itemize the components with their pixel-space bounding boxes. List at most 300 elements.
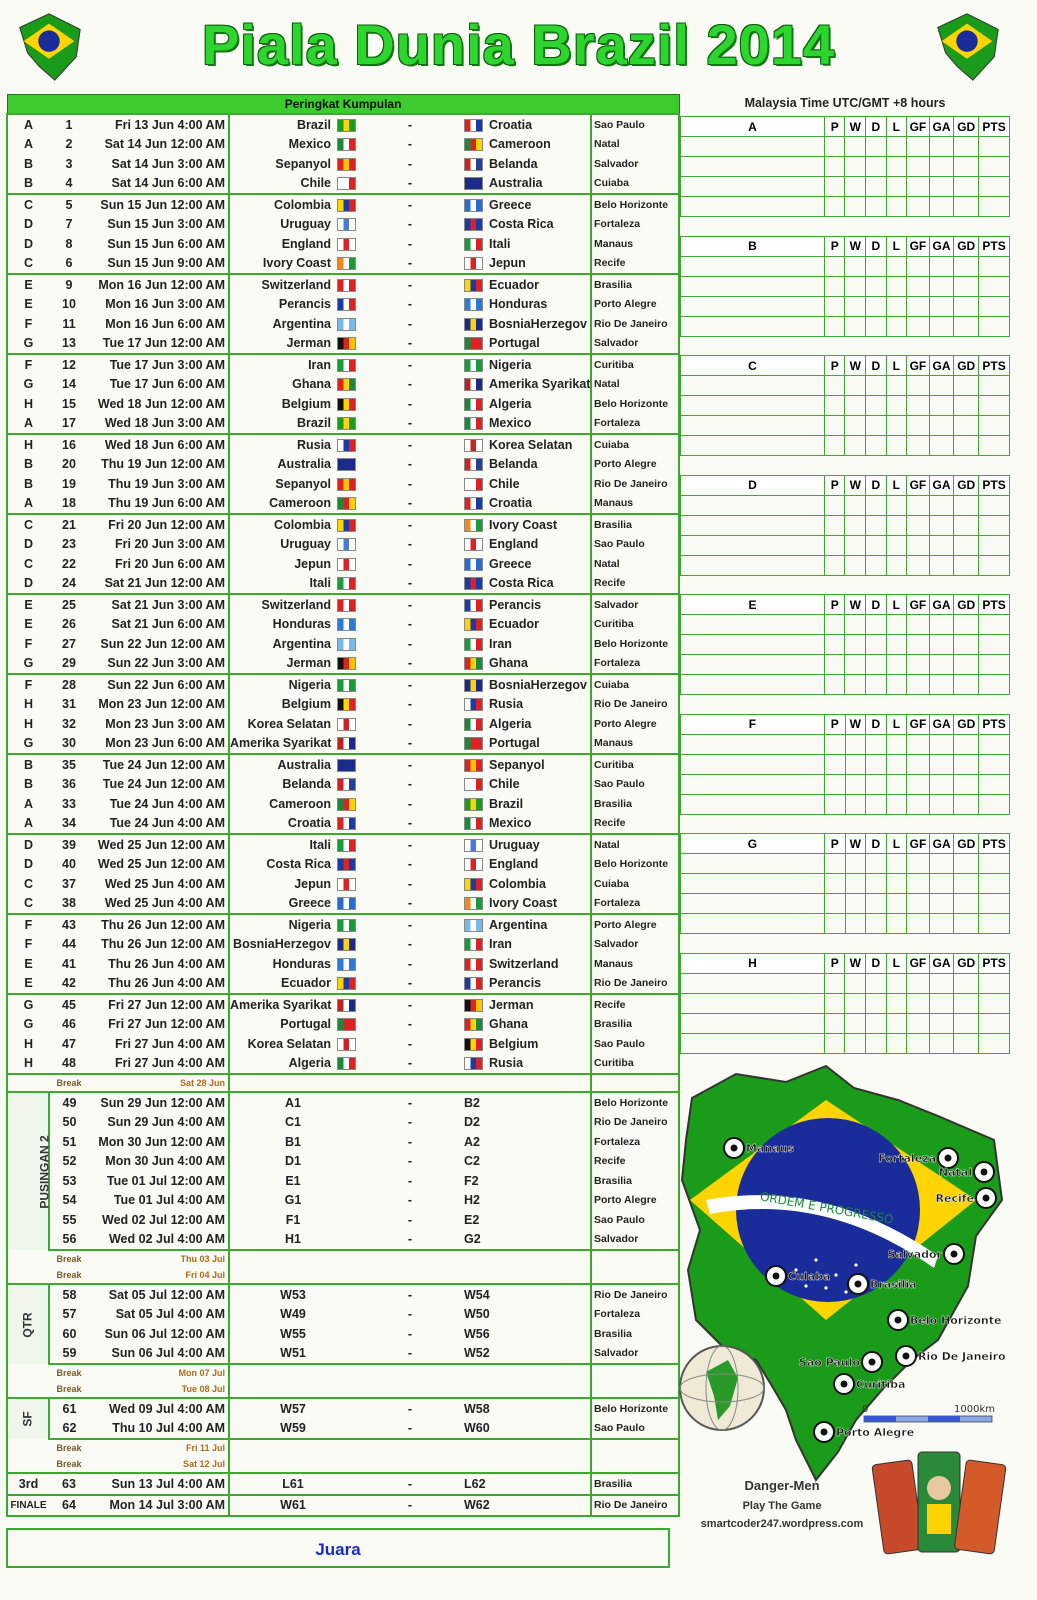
- standings-cell[interactable]: [979, 914, 1010, 934]
- standings-cell[interactable]: [979, 396, 1010, 416]
- standings-cell[interactable]: [954, 973, 979, 993]
- standings-cell[interactable]: [886, 197, 907, 217]
- standings-cell[interactable]: [929, 316, 954, 336]
- standings-cell[interactable]: [954, 794, 979, 814]
- standings-cell[interactable]: [845, 137, 866, 157]
- standings-cell[interactable]: [929, 734, 954, 754]
- standings-cell[interactable]: [979, 894, 1010, 914]
- standings-cell[interactable]: [845, 177, 866, 197]
- standings-cell[interactable]: [824, 774, 845, 794]
- standings-cell[interactable]: [907, 436, 930, 456]
- standings-cell[interactable]: [866, 535, 887, 555]
- standings-cell[interactable]: [866, 296, 887, 316]
- standings-cell[interactable]: [681, 854, 825, 874]
- standings-cell[interactable]: [845, 874, 866, 894]
- standings-cell[interactable]: [681, 436, 825, 456]
- standings-cell[interactable]: [929, 635, 954, 655]
- standings-cell[interactable]: [907, 675, 930, 695]
- standings-cell[interactable]: [845, 416, 866, 436]
- standings-cell[interactable]: [979, 256, 1010, 276]
- standings-cell[interactable]: [681, 1013, 825, 1033]
- home-flag-cell: [334, 114, 359, 135]
- standings-cell[interactable]: [824, 296, 845, 316]
- standings-cell[interactable]: [954, 197, 979, 217]
- standings-cell[interactable]: [929, 535, 954, 555]
- standings-cell[interactable]: [929, 137, 954, 157]
- standings-cell[interactable]: [845, 615, 866, 635]
- standings-cell[interactable]: [681, 794, 825, 814]
- standings-cell[interactable]: [681, 655, 825, 675]
- standings-cell[interactable]: [824, 993, 845, 1013]
- standings-cell[interactable]: [954, 276, 979, 296]
- standings-cell[interactable]: [866, 914, 887, 934]
- standings-cell[interactable]: [954, 535, 979, 555]
- standings-cell[interactable]: [907, 734, 930, 754]
- standings-cell[interactable]: [681, 535, 825, 555]
- standings-cell[interactable]: [845, 535, 866, 555]
- standings-cell[interactable]: [886, 774, 907, 794]
- standings-cell[interactable]: [886, 675, 907, 695]
- standings-cell[interactable]: [824, 416, 845, 436]
- standings-cell[interactable]: [681, 993, 825, 1013]
- standings-cell[interactable]: [824, 436, 845, 456]
- standings-team-row: [681, 973, 1010, 993]
- standings-col-header: P: [824, 834, 845, 854]
- standings-cell[interactable]: [824, 256, 845, 276]
- standings-cell[interactable]: [866, 794, 887, 814]
- standings-cell[interactable]: [886, 137, 907, 157]
- standings-cell[interactable]: [886, 1033, 907, 1053]
- standings-cell[interactable]: [824, 396, 845, 416]
- standings-cell[interactable]: [954, 914, 979, 934]
- standings-cell[interactable]: [954, 874, 979, 894]
- standings-cell[interactable]: [979, 874, 1010, 894]
- standings-cell[interactable]: [907, 197, 930, 217]
- standings-cell[interactable]: [681, 137, 825, 157]
- standings-cell[interactable]: [929, 794, 954, 814]
- standings-cell[interactable]: [824, 874, 845, 894]
- match-number: 16: [49, 434, 89, 455]
- standings-cell[interactable]: [681, 157, 825, 177]
- standings-cell[interactable]: [681, 774, 825, 794]
- standings-cell[interactable]: [929, 754, 954, 774]
- standings-cell[interactable]: [681, 675, 825, 695]
- standings-cell[interactable]: [979, 197, 1010, 217]
- standings-cell[interactable]: [979, 495, 1010, 515]
- standings-cell[interactable]: [681, 495, 825, 515]
- away-flag-cell: [461, 615, 486, 635]
- standings-cell[interactable]: [845, 914, 866, 934]
- standings-cell[interactable]: [681, 416, 825, 436]
- standings-cell[interactable]: [929, 157, 954, 177]
- standings-cell[interactable]: [824, 177, 845, 197]
- standings-cell[interactable]: [845, 854, 866, 874]
- standings-cell[interactable]: [929, 256, 954, 276]
- standings-cell[interactable]: [979, 655, 1010, 675]
- standings-cell[interactable]: [979, 973, 1010, 993]
- standings-cell[interactable]: [907, 1013, 930, 1033]
- standings-cell[interactable]: [979, 177, 1010, 197]
- standings-cell[interactable]: [886, 396, 907, 416]
- standings-cell[interactable]: [929, 495, 954, 515]
- standings-cell[interactable]: [824, 914, 845, 934]
- standings-cell[interactable]: [681, 316, 825, 336]
- standings-cell[interactable]: [886, 973, 907, 993]
- standings-cell[interactable]: [866, 754, 887, 774]
- standings-cell[interactable]: [866, 854, 887, 874]
- standings-cell[interactable]: [979, 774, 1010, 794]
- standings-cell[interactable]: [681, 914, 825, 934]
- standings-cell[interactable]: [954, 635, 979, 655]
- standings-cell[interactable]: [824, 376, 845, 396]
- standings-cell[interactable]: [824, 655, 845, 675]
- standings-cell[interactable]: [845, 1013, 866, 1033]
- standings-cell[interactable]: [886, 754, 907, 774]
- standings-cell[interactable]: [929, 197, 954, 217]
- standings-cell[interactable]: [845, 316, 866, 336]
- standings-cell[interactable]: [907, 535, 930, 555]
- standings-cell[interactable]: [866, 973, 887, 993]
- standings-cell[interactable]: [824, 137, 845, 157]
- standings-cell[interactable]: [907, 655, 930, 675]
- standings-cell[interactable]: [979, 993, 1010, 1013]
- standings-cell[interactable]: [907, 416, 930, 436]
- standings-cell[interactable]: [929, 1013, 954, 1033]
- standings-cell[interactable]: [929, 675, 954, 695]
- standings-cell[interactable]: [866, 137, 887, 157]
- standings-cell[interactable]: [979, 515, 1010, 535]
- standings-cell[interactable]: [824, 495, 845, 515]
- standings-cell[interactable]: [824, 754, 845, 774]
- standings-cell[interactable]: [845, 256, 866, 276]
- standings-cell[interactable]: [954, 1033, 979, 1053]
- standings-cell[interactable]: [866, 734, 887, 754]
- standings-cell[interactable]: [681, 276, 825, 296]
- standings-cell[interactable]: [954, 1013, 979, 1033]
- standings-cell[interactable]: [907, 794, 930, 814]
- standings-cell[interactable]: [929, 376, 954, 396]
- standings-cell[interactable]: [929, 854, 954, 874]
- standings-cell[interactable]: [929, 973, 954, 993]
- standings-cell[interactable]: [824, 794, 845, 814]
- standings-cell[interactable]: [681, 1033, 825, 1053]
- standings-cell[interactable]: [845, 515, 866, 535]
- standings-cell[interactable]: [866, 894, 887, 914]
- standings-cell[interactable]: [845, 993, 866, 1013]
- standings-cell[interactable]: [929, 774, 954, 794]
- standings-cell[interactable]: [929, 655, 954, 675]
- standings-cell[interactable]: [979, 615, 1010, 635]
- standings-cell[interactable]: [929, 894, 954, 914]
- standings-cell[interactable]: [979, 734, 1010, 754]
- standings-cell[interactable]: [886, 655, 907, 675]
- standings-cell[interactable]: [979, 376, 1010, 396]
- standings-cell[interactable]: [824, 555, 845, 575]
- standings-cell[interactable]: [824, 276, 845, 296]
- standings-cell[interactable]: [681, 555, 825, 575]
- standings-cell[interactable]: [907, 157, 930, 177]
- standings-cell[interactable]: [907, 515, 930, 535]
- standings-cell[interactable]: [845, 555, 866, 575]
- standings-cell[interactable]: [886, 555, 907, 575]
- standings-cell[interactable]: [929, 555, 954, 575]
- standings-cell[interactable]: [866, 157, 887, 177]
- standings-cell[interactable]: [845, 655, 866, 675]
- standings-cell[interactable]: [845, 734, 866, 754]
- standings-cell[interactable]: [907, 874, 930, 894]
- standings-cell[interactable]: [886, 734, 907, 754]
- standings-cell[interactable]: [824, 615, 845, 635]
- standings-cell[interactable]: [866, 396, 887, 416]
- knockout-match-row: [7, 1284, 679, 1305]
- standings-cell[interactable]: [845, 675, 866, 695]
- standings-cell[interactable]: [824, 535, 845, 555]
- standings-cell[interactable]: [929, 515, 954, 535]
- standings-cell[interactable]: [979, 157, 1010, 177]
- standings-cell[interactable]: [845, 376, 866, 396]
- standings-cell[interactable]: [907, 615, 930, 635]
- standings-cell[interactable]: [886, 376, 907, 396]
- standings-cell[interactable]: [954, 555, 979, 575]
- standings-cell[interactable]: [954, 495, 979, 515]
- standings-cell[interactable]: [907, 316, 930, 336]
- standings-cell[interactable]: [907, 555, 930, 575]
- match-row: [7, 554, 679, 574]
- standings-cell[interactable]: [845, 754, 866, 774]
- standings-cell[interactable]: [866, 874, 887, 894]
- standings-cell[interactable]: [907, 854, 930, 874]
- away-flag-icon: [464, 257, 483, 270]
- standings-cell[interactable]: [866, 774, 887, 794]
- standings-cell[interactable]: [954, 177, 979, 197]
- standings-cell[interactable]: [866, 416, 887, 436]
- standings-cell[interactable]: [845, 1033, 866, 1053]
- standings-cell[interactable]: [954, 316, 979, 336]
- standings-cell[interactable]: [954, 515, 979, 535]
- standings-cell[interactable]: [979, 635, 1010, 655]
- standings-cell[interactable]: [954, 615, 979, 635]
- standings-cell[interactable]: [824, 894, 845, 914]
- standings-cell[interactable]: [681, 256, 825, 276]
- standings-cell[interactable]: [907, 993, 930, 1013]
- standings-cell[interactable]: [866, 1033, 887, 1053]
- standings-cell[interactable]: [907, 1033, 930, 1053]
- standings-cell[interactable]: [954, 675, 979, 695]
- standings-cell[interactable]: [954, 894, 979, 914]
- standings-cell[interactable]: [681, 515, 825, 535]
- standings-cell[interactable]: [824, 1033, 845, 1053]
- footer-url[interactable]: smartcoder247.wordpress.com: [700, 1518, 864, 1530]
- standings-cell[interactable]: [681, 734, 825, 754]
- standings-cell[interactable]: [845, 495, 866, 515]
- standings-cell[interactable]: [907, 177, 930, 197]
- standings-cell[interactable]: [886, 874, 907, 894]
- standings-cell[interactable]: [824, 635, 845, 655]
- standings-cell[interactable]: [954, 376, 979, 396]
- standings-cell[interactable]: [979, 675, 1010, 695]
- standings-cell[interactable]: [681, 396, 825, 416]
- standings-cell[interactable]: [845, 894, 866, 914]
- standings-cell[interactable]: [907, 495, 930, 515]
- standings-cell[interactable]: [929, 396, 954, 416]
- standings-cell[interactable]: [929, 296, 954, 316]
- standings-cell[interactable]: [866, 675, 887, 695]
- standings-cell[interactable]: [681, 177, 825, 197]
- standings-cell[interactable]: [886, 535, 907, 555]
- standings-cell[interactable]: [929, 416, 954, 436]
- standings-cell[interactable]: [954, 436, 979, 456]
- standings-cell[interactable]: [886, 635, 907, 655]
- standings-cell[interactable]: [681, 296, 825, 316]
- standings-cell[interactable]: [824, 157, 845, 177]
- standings-cell[interactable]: [845, 157, 866, 177]
- standings-cell[interactable]: [907, 774, 930, 794]
- standings-cell[interactable]: [866, 256, 887, 276]
- standings-cell[interactable]: [845, 436, 866, 456]
- standings-cell[interactable]: [866, 615, 887, 635]
- standings-cell[interactable]: [907, 914, 930, 934]
- standings-cell[interactable]: [954, 734, 979, 754]
- standings-cell[interactable]: [929, 615, 954, 635]
- standings-cell[interactable]: [929, 436, 954, 456]
- standings-cell[interactable]: [866, 316, 887, 336]
- standings-cell[interactable]: [866, 515, 887, 535]
- standings-cell[interactable]: [954, 157, 979, 177]
- standings-cell[interactable]: [886, 157, 907, 177]
- standings-cell[interactable]: [979, 754, 1010, 774]
- standings-cell[interactable]: [845, 774, 866, 794]
- standings-cell[interactable]: [907, 635, 930, 655]
- standings-cell[interactable]: [886, 914, 907, 934]
- standings-cell[interactable]: [979, 276, 1010, 296]
- standings-cell[interactable]: [954, 256, 979, 276]
- standings-cell[interactable]: [886, 436, 907, 456]
- standings-cell[interactable]: [907, 137, 930, 157]
- standings-cell[interactable]: [954, 854, 979, 874]
- standings-cell[interactable]: [907, 296, 930, 316]
- standings-cell[interactable]: [886, 416, 907, 436]
- standings-cell[interactable]: [886, 993, 907, 1013]
- standings-cell[interactable]: [866, 495, 887, 515]
- standings-cell[interactable]: [866, 197, 887, 217]
- standings-cell[interactable]: [954, 396, 979, 416]
- standings-cell[interactable]: [954, 655, 979, 675]
- standings-cell[interactable]: [954, 137, 979, 157]
- standings-cell[interactable]: [979, 555, 1010, 575]
- standings-cell[interactable]: [979, 137, 1010, 157]
- standings-cell[interactable]: [886, 296, 907, 316]
- standings-cell[interactable]: [824, 1013, 845, 1033]
- standings-cell[interactable]: [824, 515, 845, 535]
- standings-cell[interactable]: [866, 993, 887, 1013]
- standings-cell[interactable]: [954, 754, 979, 774]
- standings-cell[interactable]: [886, 1013, 907, 1033]
- standings-cell[interactable]: [681, 754, 825, 774]
- standings-cell[interactable]: [845, 197, 866, 217]
- standings-cell[interactable]: [866, 655, 887, 675]
- standings-cell[interactable]: [681, 874, 825, 894]
- match-datetime: Thu 19 Jun 12:00 AM: [89, 455, 229, 475]
- standings-cell[interactable]: [907, 256, 930, 276]
- standings-cell[interactable]: [907, 894, 930, 914]
- standings-cell[interactable]: [681, 615, 825, 635]
- standings-cell[interactable]: [954, 296, 979, 316]
- standings-cell[interactable]: [824, 854, 845, 874]
- standings-cell[interactable]: [866, 555, 887, 575]
- standings-cell[interactable]: [907, 396, 930, 416]
- standings-cell[interactable]: [824, 316, 845, 336]
- standings-cell[interactable]: [907, 276, 930, 296]
- standings-cell[interactable]: [845, 794, 866, 814]
- standings-cell[interactable]: [886, 316, 907, 336]
- standings-cell[interactable]: [929, 276, 954, 296]
- standings-cell[interactable]: [824, 197, 845, 217]
- standings-cell[interactable]: [929, 914, 954, 934]
- standings-cell[interactable]: [954, 993, 979, 1013]
- standings-cell[interactable]: [866, 436, 887, 456]
- standings-cell[interactable]: [845, 296, 866, 316]
- standings-cell[interactable]: [886, 794, 907, 814]
- standings-cell[interactable]: [929, 1033, 954, 1053]
- standings-cell[interactable]: [954, 416, 979, 436]
- standings-cell[interactable]: [954, 774, 979, 794]
- standings-cell[interactable]: [824, 675, 845, 695]
- standings-cell[interactable]: [681, 376, 825, 396]
- standings-cell[interactable]: [845, 973, 866, 993]
- standings-cell[interactable]: [929, 993, 954, 1013]
- standings-cell[interactable]: [907, 754, 930, 774]
- match-row: [7, 674, 679, 695]
- standings-cell[interactable]: [929, 874, 954, 894]
- standings-cell[interactable]: [681, 197, 825, 217]
- standings-cell[interactable]: [886, 615, 907, 635]
- standings-cell[interactable]: [886, 515, 907, 535]
- standings-cell[interactable]: [907, 973, 930, 993]
- standings-cell[interactable]: [866, 635, 887, 655]
- standings-cell[interactable]: [979, 316, 1010, 336]
- standings-cell[interactable]: [979, 794, 1010, 814]
- standings-cell[interactable]: [886, 495, 907, 515]
- standings-cell[interactable]: [866, 177, 887, 197]
- standings-cell[interactable]: [979, 296, 1010, 316]
- standings-cell[interactable]: [845, 396, 866, 416]
- standings-cell[interactable]: [979, 436, 1010, 456]
- standings-cell[interactable]: [866, 276, 887, 296]
- standings-cell[interactable]: [886, 894, 907, 914]
- standings-cell[interactable]: [886, 177, 907, 197]
- standings-cell[interactable]: [824, 973, 845, 993]
- standings-cell[interactable]: [886, 854, 907, 874]
- standings-cell[interactable]: [979, 854, 1010, 874]
- standings-cell[interactable]: [979, 1033, 1010, 1053]
- standings-cell[interactable]: [866, 1013, 887, 1033]
- standings-cell[interactable]: [681, 635, 825, 655]
- standings-cell[interactable]: [681, 973, 825, 993]
- standings-cell[interactable]: [845, 276, 866, 296]
- standings-cell[interactable]: [886, 256, 907, 276]
- standings-cell[interactable]: [845, 635, 866, 655]
- standings-cell[interactable]: [681, 894, 825, 914]
- standings-cell[interactable]: [929, 177, 954, 197]
- standings-cell[interactable]: [907, 376, 930, 396]
- standings-cell[interactable]: [886, 276, 907, 296]
- group-standings-table: [680, 833, 1010, 934]
- standings-cell[interactable]: [866, 376, 887, 396]
- standings-cell[interactable]: [979, 1013, 1010, 1033]
- standings-cell[interactable]: [824, 734, 845, 754]
- standings-cell[interactable]: [979, 535, 1010, 555]
- standings-cell[interactable]: [979, 416, 1010, 436]
